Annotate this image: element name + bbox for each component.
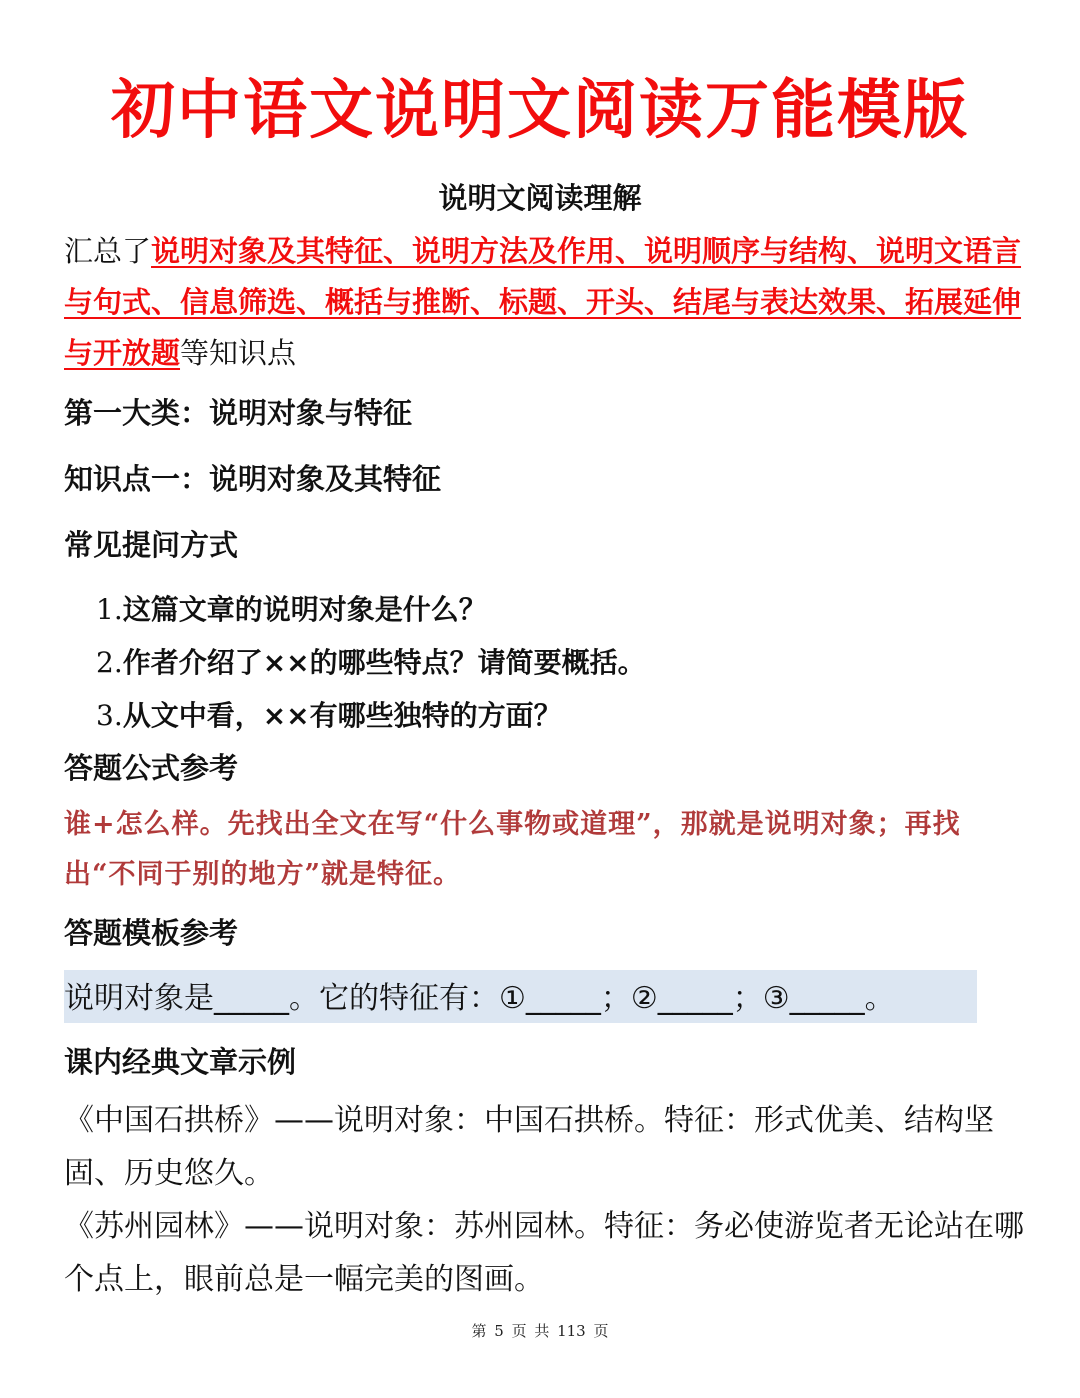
examples-heading: 课内经典文章示例 <box>64 1045 297 1079</box>
list-item-text: 作者介绍了××的哪些特点？请简要概括。 <box>122 646 646 679</box>
intro-paragraph <box>64 226 1024 379</box>
template-heading: 答题模板参考 <box>64 916 239 950</box>
list-item-text: 从文中看，××有哪些独特的方面？ <box>122 699 562 732</box>
example-item: 《苏州园林》——说明对象：苏州园林。特征：务必使游览者无论站在哪个点上，眼前总是一幅完美的图画。 <box>64 1209 1024 1297</box>
list-item-number: 3. <box>96 699 123 732</box>
example-item: 《中国石拱桥》——说明对象：中国石拱桥。特征：形式优美、结构坚固、历史悠久。 <box>64 1103 994 1191</box>
page-subtitle: 说明文阅读理解 <box>438 181 642 215</box>
list-item <box>96 583 646 636</box>
page-title: 初中语文说明文阅读万能模版 <box>111 73 969 148</box>
list-item <box>96 636 646 689</box>
template-text: 说明对象是_____。它的特征有：①_____；②_____；③_____。 <box>64 981 895 1016</box>
question-list <box>96 583 646 742</box>
examples-block <box>64 1094 1024 1306</box>
questions-heading: 常见提问方式 <box>64 528 239 562</box>
intro-prefix: 汇总了 <box>64 234 152 268</box>
list-item-text: 这篇文章的说明对象是什么？ <box>122 593 487 626</box>
list-item <box>96 689 646 742</box>
list-item-number: 1. <box>96 593 123 626</box>
knowledge-point-heading: 知识点一：说明对象及其特征 <box>64 462 442 496</box>
page-footer: 第 5 页 共 113 页 <box>471 1322 609 1340</box>
intro-topic-list: 说明对象及其特征、说明方法及作用、说明顺序与结构、说明文语言与句式、信息筛选、概括与推断、标题、开头、结尾与表达效果、拓展延伸与开放题 <box>64 234 1022 370</box>
intro-suffix: 等知识点 <box>180 336 297 370</box>
category-heading: 第一大类：说明对象与特征 <box>64 396 413 430</box>
formula-heading: 答题公式参考 <box>64 751 239 785</box>
formula-text: 谁+怎么样。先找出全文在写“什么事物或道理”，那就是说明对象；再找出“不同于别的地方”就是特征。 <box>64 809 961 890</box>
list-item-number: 2. <box>96 646 123 679</box>
